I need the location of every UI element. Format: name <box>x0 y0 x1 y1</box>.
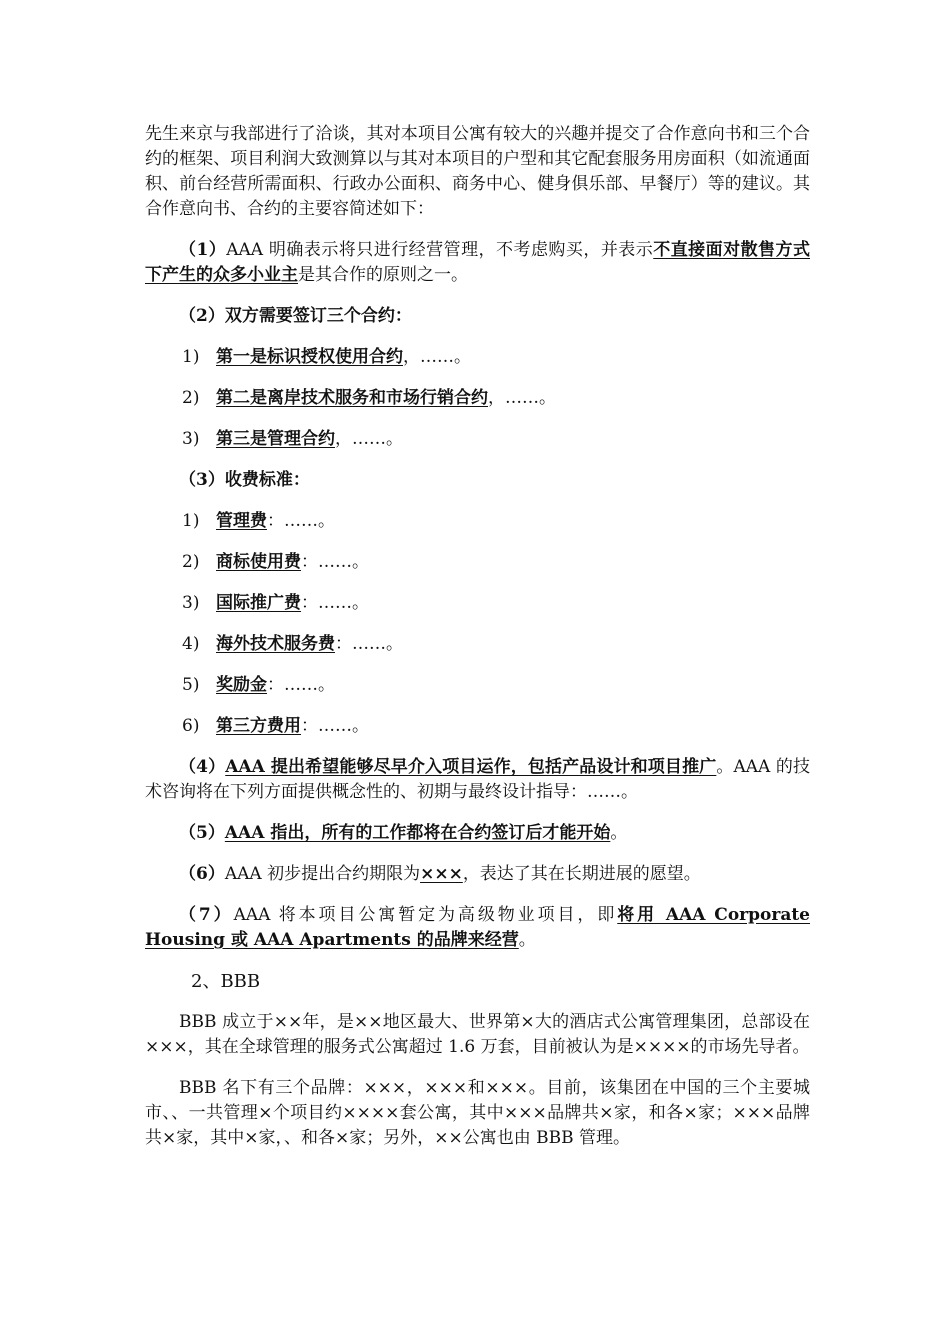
list-item <box>145 673 810 698</box>
underlined-text: 第二是离岸技术服务和市场行销合约 <box>216 388 488 408</box>
item-number: 1) <box>182 347 200 367</box>
underlined-text: 将用 AAA Corporate Housing 或 AAA Apartments 的品牌来经营 <box>145 905 810 950</box>
underlined-text: 管理费 <box>216 511 267 531</box>
point-text: 双方需要签订三个合约： <box>224 306 412 326</box>
contract-list <box>145 345 810 452</box>
point-number: （2） <box>179 306 225 326</box>
point-number: （6） <box>179 864 225 884</box>
item-tail: ，……。 <box>403 347 471 367</box>
underlined-text: AAA 提出希望能够尽早介入项目运作，包括产品设计和项目推广 <box>225 757 717 777</box>
intro-paragraph: 先生来京与我部进行了洽谈，其对本项目公寓有较大的兴趣并提交了合作意向书和三个合约的框架、项目利润大致测算以与其对本项目的户型和其它配套服务用房面积（如流通面积、前台经营所需面积、行政办公面积、商务中心、健身俱乐部、早餐厅）等的建议。其合作意向书、合约的主要容简述如下： <box>145 124 810 219</box>
point-text: 是其合作的原则之一。 <box>298 265 468 285</box>
fee-list <box>145 509 810 739</box>
bbb-paragraph-1: BBB 成立于××年，是××地区最大、世界第×大的酒店式公寓管理集团，总部设在×××，其在全球管理的服务式公寓超过 1.6 万套，目前被认为是××××的市场先导者。 <box>145 1012 810 1057</box>
underlined-text: 商标使用费 <box>216 552 301 572</box>
document-page <box>145 122 810 1151</box>
point-number: （4） <box>179 757 226 777</box>
underlined-text: 第一是标识授权使用合约 <box>216 347 403 367</box>
item-tail: ，……。 <box>335 429 403 449</box>
point-text: 。 <box>610 823 628 843</box>
item-number: 3) <box>182 593 200 613</box>
point-1 <box>145 238 810 288</box>
point-number: （1） <box>179 240 227 260</box>
point-text: 收费标准： <box>224 470 310 490</box>
point-7 <box>145 903 810 953</box>
underlined-text: 奖励金 <box>216 675 267 695</box>
item-number: 3) <box>182 429 200 449</box>
list-item <box>145 386 810 411</box>
point-5 <box>145 821 810 846</box>
item-number: 6) <box>182 716 200 736</box>
point-number: （7） <box>179 905 234 925</box>
point-text: ，表达了其在长期进展的愿望。 <box>462 864 701 884</box>
list-item <box>145 591 810 616</box>
underlined-text: ××× <box>420 864 463 884</box>
point-2 <box>145 304 810 329</box>
item-tail: ：……。 <box>301 716 369 736</box>
list-item <box>145 632 810 657</box>
item-number: 2) <box>182 388 200 408</box>
point-text: AAA 明确表示将只进行经营管理，不考虑购买，并表示 <box>226 240 654 260</box>
point-text: 。 <box>518 930 536 950</box>
point-3 <box>145 468 810 493</box>
point-text: AAA 将本项目公寓暂定为高级物业项目，即 <box>233 905 618 925</box>
item-tail: ：……。 <box>267 511 335 531</box>
point-text: AAA 初步提出合约期限为 <box>224 864 421 884</box>
item-tail: ，……。 <box>488 388 556 408</box>
item-tail: ：……。 <box>267 675 335 695</box>
list-item <box>145 509 810 534</box>
item-number: 2) <box>182 552 200 572</box>
point-text: 。AAA 的技术咨询将在下列方面提供概念性的、初期与最终设计指导：……。 <box>145 757 810 802</box>
underlined-text: AAA 指出，所有的工作都将在合约签订后才能开始 <box>224 823 611 843</box>
item-number: 5) <box>182 675 200 695</box>
underlined-text: 第三方费用 <box>216 716 301 736</box>
underlined-text: 海外技术服务费 <box>216 634 335 654</box>
point-6 <box>145 862 810 887</box>
item-number: 1) <box>182 511 200 531</box>
point-4 <box>145 755 810 805</box>
list-item <box>145 345 810 370</box>
list-item <box>145 550 810 575</box>
list-item <box>145 427 810 452</box>
section-heading: 2、BBB <box>191 971 261 992</box>
bbb-paragraph-2: BBB 名下有三个品牌：×××，×××和×××。目前，该集团在中国的三个主要城市、、一共管理×个项目约××××套公寓，其中×××品牌共×家，和各×家；×××品牌共×家，其中×家，、和各×家；另外，××公寓也由 BBB 管理。 <box>145 1078 810 1148</box>
underlined-text: 不直接面对散售方式下产生的众多小业主 <box>145 240 810 285</box>
item-tail: ：……。 <box>301 593 369 613</box>
underlined-text: 国际推广费 <box>216 593 301 613</box>
point-number: （3） <box>179 470 225 490</box>
item-number: 4) <box>182 634 200 654</box>
item-tail: ：……。 <box>335 634 403 654</box>
underlined-text: 第三是管理合约 <box>216 429 335 449</box>
point-number: （5） <box>179 823 225 843</box>
item-tail: ：……。 <box>301 552 369 572</box>
list-item <box>145 714 810 739</box>
